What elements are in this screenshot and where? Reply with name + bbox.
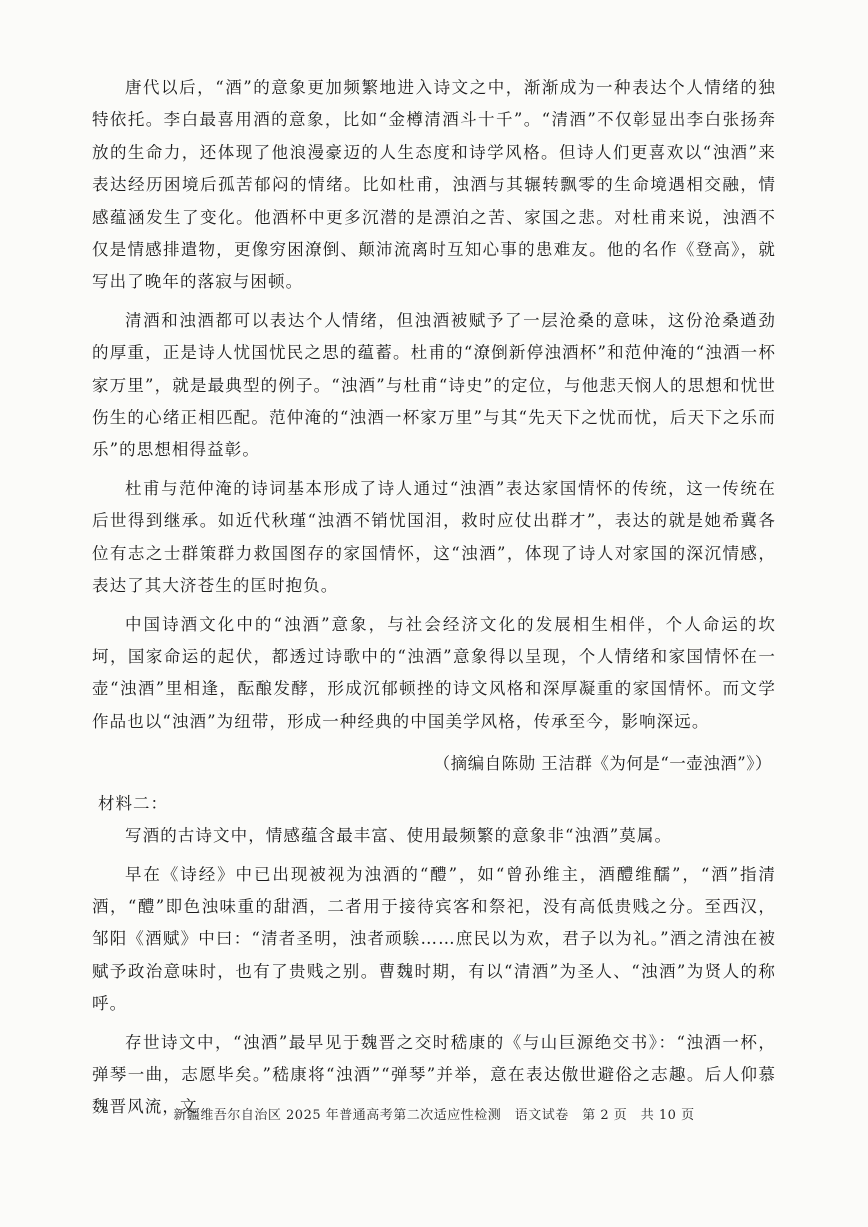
section-heading: 材料二： [98, 794, 168, 814]
material-one-body [92, 72, 776, 738]
page-footer: 新疆维吾尔自治区 2025 年普通高考第二次适应性检测 语文试卷 第 2 页 共 10 页 [173, 1108, 695, 1123]
paragraph: 唐代以后，“酒”的意象更加频繁地进入诗文之中，渐渐成为一种表达个人情绪的独特依托。李白最喜用酒的意象，比如“金樽清酒斗十千”。“清酒”不仅彰显出李白张扬奔放的生命力，还体现了他浪漫豪迈的人生态度和诗学风格。但诗人们更喜欢以“浊酒”来表达经历困境后孤苦郁闷的情绪。比如杜甫，浊酒与其辗转飘零的生命境遇相交融，情感蕴涵发生了变化。他酒杯中更多沉潜的是漂泊之苦、家国之悲。对杜甫来说，浊酒不仅是情感排遣物，更像穷困潦倒、颠沛流离时互知心事的患难友。他的名作《登高》，就写出了晚年的落寂与困顿。 [92, 78, 776, 292]
paragraph: 存世诗文中，“浊酒”最早见于魏晋之交时嵇康的《与山巨源绝交书》：“浊酒一杯，弹琴一曲，志愿毕矣。”嵇康将“浊酒”“弹琴”并举，意在表达傲世避俗之志趣。后人仰慕魏晋风流，文 [92, 1032, 776, 1117]
paragraph: 写酒的古诗文中，情感蕴含最丰富、使用最频繁的意象非“浊酒”莫属。 [125, 826, 673, 846]
paragraph: 早在《诗经》中已出现被视为浊酒的“醴”，如“曾孙维主，酒醴维醹”，“酒”指清酒，“醴”即色浊味重的甜酒，二者用于接待宾客和祭祀，没有高低贵贱之分。至西汉，邹阳《酒赋》中曰：“清者圣明，浊者顽騃……庶民以为欢，君子以为礼。”酒之清浊在被赋予政治意味时，也有了贵贱之别。曹魏时期，有以“清酒”为圣人、“浊酒”为贤人的称呼。 [92, 864, 776, 1014]
source-citation: （摘编自陈勋 王洁群《为何是“一壶浊酒”》） [433, 754, 772, 774]
paragraph: 中国诗酒文化中的“浊酒”意象，与社会经济文化的发展相生相伴，个人命运的坎坷，国家命运的起伏，都透过诗歌中的“浊酒”意象得以呈现，个人情绪和家国情怀在一壶“浊酒”里相逢，酝酿发酵，形成沉郁顿挫的诗文风格和深厚凝重的家国情怀。而文学作品也以“浊酒”为纽带，形成一种经典的中国美学风格，传承至今，影响深远。 [92, 614, 776, 731]
paragraph: 清酒和浊酒都可以表达个人情绪，但浊酒被赋予了一层沧桑的意味，这份沧桑遒劲的厚重，正是诗人忧国忧民之思的蕴蓄。杜甫的“潦倒新停浊酒杯”和范仲淹的“浊酒一杯家万里”，就是最典型的例子。“浊酒”与杜甫“诗史”的定位，与他悲天悯人的思想和忧世伤生的心绪正相匹配。范仲淹的“浊酒一杯家万里”与其“先天下之忧而忧，后天下之乐而乐”的思想相得益彰。 [92, 310, 776, 460]
paragraph: 杜甫与范仲淹的诗词基本形成了诗人通过“浊酒”表达家国情怀的传统，这一传统在后世得到继承。如近代秋瑾“浊酒不销忧国泪，救时应仗出群才”，表达的就是她希冀各位有志之士群策群力救国图存的家国情怀，这“浊酒”，体现了诗人对家国的深沉情感，表达了其大济苍生的匡时抱负。 [92, 478, 776, 596]
material-two-body [92, 820, 776, 1124]
